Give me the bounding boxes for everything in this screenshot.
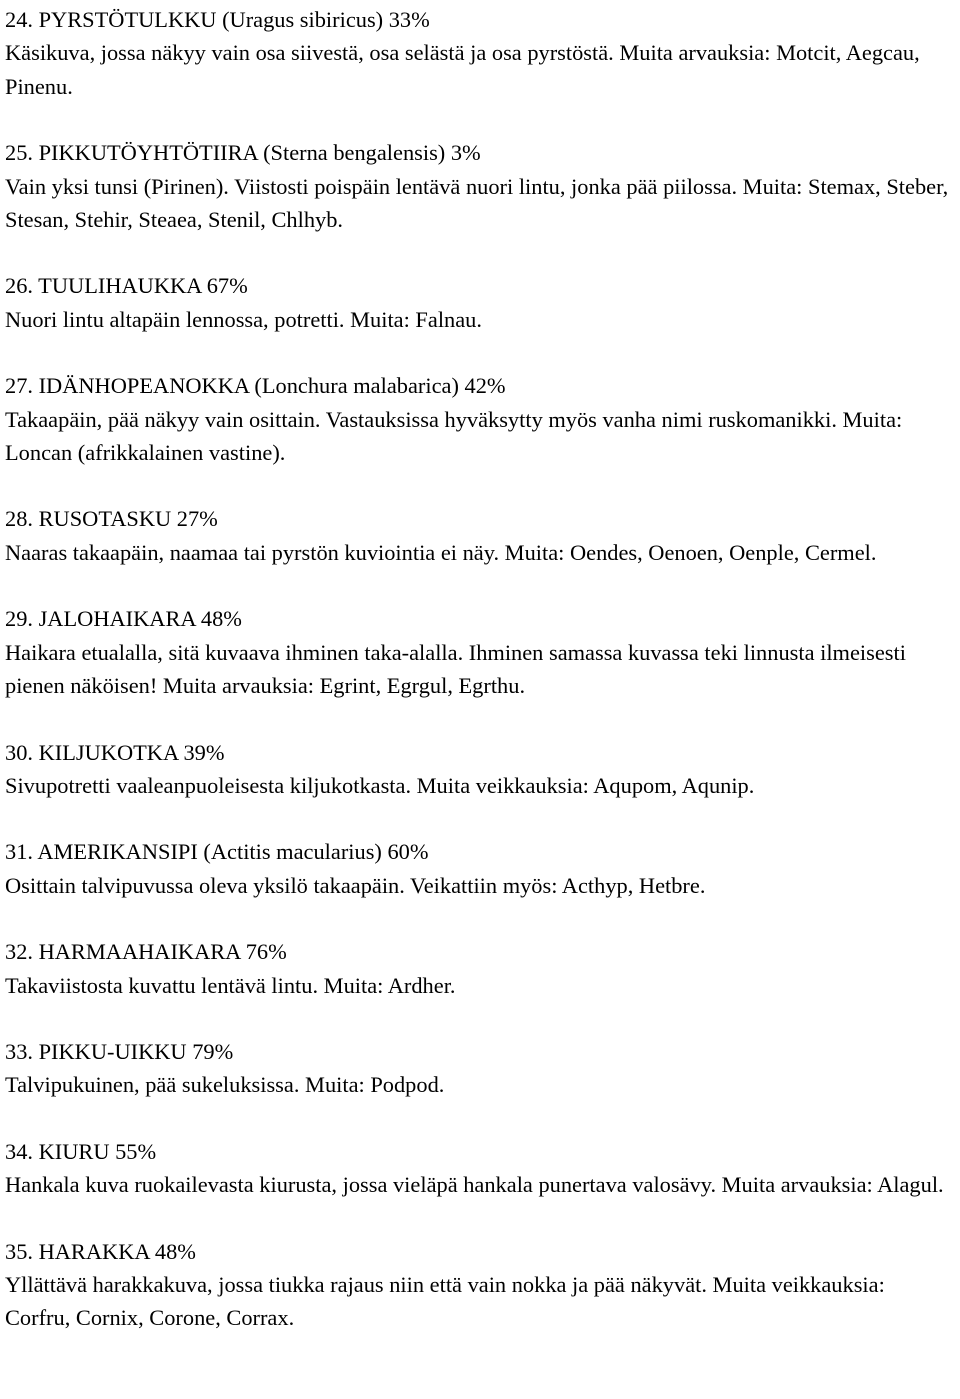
entry-text: Osittain talvipuvussa oleva yksilö takaapäin. Veikattiin myös: Acthyp, Hetbre. (5, 872, 706, 898)
document-body (5, 3, 955, 1368)
entry-33 (5, 1035, 955, 1102)
entry-title: 34. KIURU 55% (5, 1138, 157, 1164)
entry-title: 29. JALOHAIKARA 48% (5, 606, 242, 632)
entry-title: 28. RUSOTASKU 27% (5, 506, 218, 532)
entry-30 (5, 736, 955, 803)
entry-title: 26. TUULIHAUKKA 67% (5, 273, 248, 299)
entry-title: 25. PIKKUTÖYHTÖTIIRA (Sterna bengalensis) 3% (5, 140, 481, 166)
entry-title: 32. HARMAAHAIKARA 76% (5, 939, 287, 965)
entry-title: 27. IDÄNHOPEANOKKA (Lonchura malabarica) 42% (5, 373, 506, 399)
entry-25 (5, 136, 955, 236)
entry-text: Naaras takaapäin, naamaa tai pyrstön kuviointia ei näy. Muita: Oendes, Oenoen, Oenple, Cermel. (5, 539, 877, 565)
entry-text: Talvipukuinen, pää sukeluksissa. Muita: Podpod. (5, 1072, 445, 1098)
entry-text: Käsikuva, jossa näkyy vain osa siivestä, osa selästä ja osa pyrstöstä. Muita arvauksia: Motcit, Aegcau, Pinenu. (5, 40, 920, 99)
entry-text: Haikara etualalla, sitä kuvaava ihminen taka-alalla. Ihminen samassa kuvassa teki linnusta ilmeisesti pienen näköisen! Muita arvauksia: Egrint, Egrgul, Egrthu. (5, 639, 906, 699)
entry-34 (5, 1135, 955, 1202)
entry-text: Takaapäin, pää näkyy vain osittain. Vastauksissa hyväksytty myös vanha nimi ruskomanikki. Muita: Loncan (afrikkalainen vastine). (5, 406, 903, 466)
entry-27 (5, 369, 955, 469)
entry-24 (5, 3, 955, 103)
entry-29 (5, 602, 955, 702)
entry-35 (5, 1235, 955, 1335)
entry-32 (5, 935, 955, 1002)
entry-title: 30. KILJUKOTKA 39% (5, 739, 225, 765)
entry-text: Takaviistosta kuvattu lentävä lintu. Muita: Ardher. (5, 972, 456, 998)
entry-title: 24. PYRSTÖTULKKU (Uragus sibiricus) 33% (5, 7, 430, 32)
entry-title: 31. AMERIKANSIPI (Actitis macularius) 60% (5, 839, 429, 865)
entry-28 (5, 502, 955, 569)
entry-31 (5, 835, 955, 902)
entry-text: Yllättävä harakkakuva, jossa tiukka rajaus niin että vain nokka ja pää näkyvät. Muita veikkauksia: Corfru, Cornix, Corone, Corrax. (5, 1271, 885, 1331)
entry-26 (5, 269, 955, 336)
entry-text: Nuori lintu altapäin lennossa, potretti. Muita: Falnau. (5, 306, 482, 332)
entry-title: 35. HARAKKA 48% (5, 1238, 196, 1264)
entry-text: Hankala kuva ruokailevasta kiurusta, jossa vieläpä hankala punertava valosävy. Muita arvauksia: Alagul. (5, 1172, 944, 1198)
entry-text: Vain yksi tunsi (Pirinen). Viistosti poispäin lentävä nuori lintu, jonka pää piilossa. Muita: Stemax, Steber, Stesan, Stehir, Steaea, Stenil, Chlhyb. (5, 173, 949, 233)
entry-title: 33. PIKKU-UIKKU 79% (5, 1038, 234, 1064)
entry-text: Sivupotretti vaaleanpuoleisesta kiljukotkasta. Muita veikkauksia: Aqupom, Aqunip. (5, 772, 755, 798)
